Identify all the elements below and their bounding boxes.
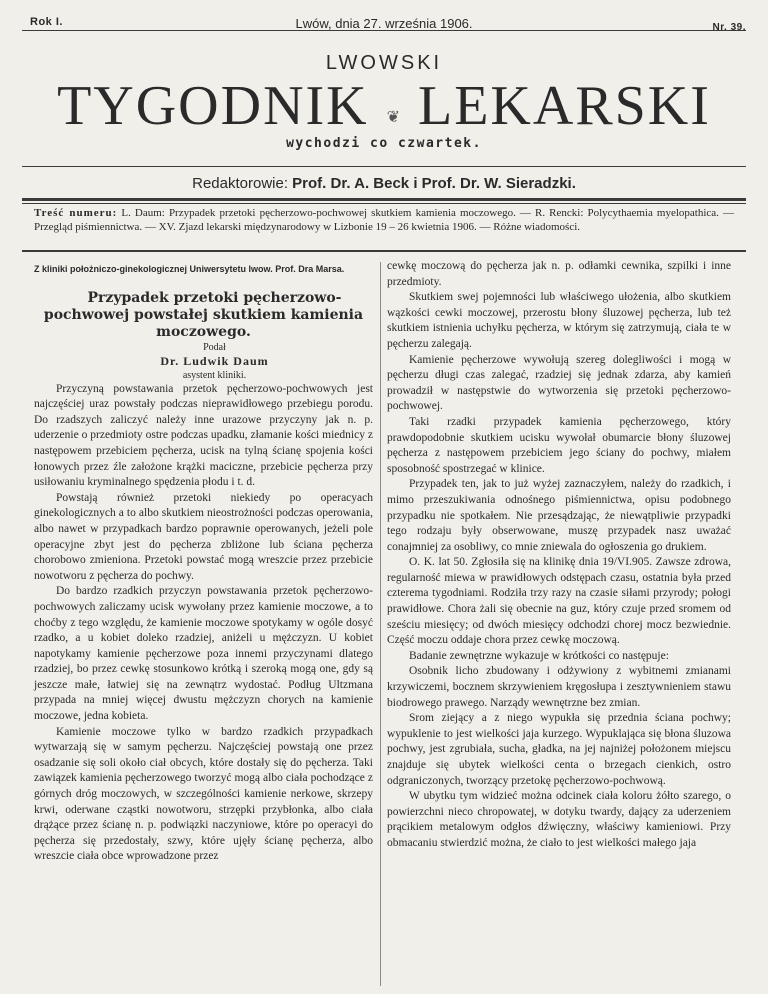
article-author: Dr. Ludwik Daum [160, 353, 269, 368]
right-column [387, 259, 731, 852]
volume-label: Rok I. [30, 16, 63, 28]
article-author-role: asystent kliniki. [182, 369, 247, 381]
masthead-prefix: LWOWSKI [325, 52, 443, 74]
contents-text: L. Daum: Przypadek przetoki pęcherzowo-pochwowej skutkiem kamienia moczowego. — R. Rencki: Polycythaemia myelopathica. — Przegląd piśmiennictwa. — XV. Zjazd lekarski międzynarodowy w Lizbonie 19 – 26 kwietnia 1906. — Różne wiadomości. [34, 207, 735, 233]
contents-rule [22, 250, 746, 252]
contents-label: Treść numeru: [34, 207, 118, 219]
paragraph: Srom ziejący a z niego wypukła się przednia ściana pochwy; wypuklenie to jest wielkości jaja kurzego. Wypuklająca się błona śluzowa pochwy, jest zgrubiała, sucha, gładka, na jej najniżej położonem miejscu znajduje się ubytek wielkości centa o brzegach cienkich, ostro odgraniczonych, tworzący przetokę pęcherzowo-pochwową. [387, 712, 731, 787]
dateline: Lwów, dnia 27. września 1906. [295, 16, 473, 31]
header-rule [22, 30, 746, 31]
paragraph: Osobnik licho zbudowany i odżywiony z wybitnemi zmianami krzywiczemi, bocznem skrzywieniem kręgosłupa i zesztywnieniem stawu biodrowego prawego. Narządy wewnętrzne bez zmian. [387, 665, 731, 709]
paragraph: Do bardzo rzadkich przyczyn powstawania przetok pęcherzowo-pochwowych zaliczamy ucisk wywołany przez kamienie moczowe, a to choćby z tego względu, że kamienie moczowe spotykamy w ogóle dosyć rzadko, a u kobiet doleko rzadziej, aniżeli u mężczyzn. U kobiet napotykamy kamienie pęcherzowe poza innemi przyczynami dlatego rzadziej, bo przez cewkę stosunkowo krótką i szeroką mogą one, gdy są jeszcze małe, łatwiej się na zewnątrz wydostać. Podług Ultzmana przypada na mniej więcej dwustu mężczyzn chorych na kamienie moczowe, jedna kobieta. [34, 585, 373, 723]
paragraph: O. K. lat 50. Zgłosiła się na klinikę dnia 19/VI.905. Zawsze zdrowa, regularność miewa w prawidłowych odstępach czasu, ostatnia była przed czterema tygodniami. Rodziła trzy razy na czasie siłami przyrody; połogi prawidłowe. Chora żali się obecnie na guz, który czuje przed sromem od sześciu miesięcy; od dwóch miesięcy odchodzi chorej mocz bezwiednie. Część moczu oddaje chora przez cewkę moczową. [387, 556, 731, 647]
paragraph: Kamienie moczowe tylko w bardzo rzadkich przypadkach wytwarzają się w samym pęcherzu. Najczęściej powstają one przez osadzanie się soli około ciał obcych, które dostały się do pęcherza. Taki zawiązek kamienia pęcherzowego tworzyć mogą albo ciała pochodzące z górnych dróg moczowych, w szczególności kamienie nerkowe, skrzepy krwi, oderwane cząstki nowotworu, strzępki przybłonka, albo ciała drążące przez ścianę n. p. podwiązki naczyniowe, które po operacyi do pęcherza się przedostały, szwy, które ujęły ścianę pęcherza, albo wreszcie ciała obce wprowadzone przez [34, 725, 373, 863]
paragraph: cewkę moczową do pęcherza jak n. p. odłamki cewnika, szpilki i inne przedmioty. [387, 260, 731, 288]
article-title: Przypadek przetoki pęcherzowo-pochwowej powstałej skutkiem kamienia moczowego. [43, 289, 364, 340]
paragraph: Taki rzadki przypadek kamienia pęcherzowego, który prawdopodobnie skutkiem ucisku wywołał obumarcie błony śluzowej pęcherza z następowem przebiciem jego ściany do pochwy, miałem sposobność spostrzegać w klinice. [387, 415, 731, 475]
table-of-contents [34, 206, 734, 234]
paragraph: Skutkiem swej pojemności lub właściwego ułożenia, albo skutkiem wązkości cewki moczowej, przerostu błony śluzowej pęcherza, lub też skutkiem istnienia uchyłku pęcherza, w którym się zatrzymują, ciała te w pęcherzu zalegają. [387, 291, 731, 350]
left-column [34, 262, 373, 865]
issue-number: Nr. 39. [712, 22, 746, 33]
paragraph: W ubytku tym widzieć można odcinek ciała koloru żółto szarego, o powierzchni nieco chropowatej, w dotyku twardy, dający za uderzeniem prącikiem metalowym odgłos dźwięczny, właściwy kamieniowi. Przy obmacaniu stwierdzić można, że ciało to jest wielkości małego jaja [387, 790, 731, 849]
editors-line [0, 175, 768, 192]
paragraph: Przypadek ten, jak to już wyżej zaznaczyłem, należy do rzadkich, i mimo przeszukiwania odnośnego piśmiennictwa, opisu podobnego przypadku nie spotkałem. Nie przesądzając, że niewątpliwie przypadki tego rodzaju były obserwowane, muszę przypadek nasz uważać conajmniej za osobliwy, co mnie zniewala do ogłoszenia go drukiem. [387, 478, 731, 553]
paragraph: Powstają również przetoki niekiedy po operacyach ginekologicznych a to albo skutkiem nieostrożności podczas operowania, albo nawet w przypadkach bardzo poprawnie operowanych, jeżeli pole operacyjne zbyt jest do pęcherza zbliżone lub ściana pęcherza chorobowo zmieniona. Przetoki powstać mogą wreszcie przez przebicie nowotworu z pęcherza do pochwy. [34, 491, 373, 582]
editors-names: Prof. Dr. A. Beck i Prof. Dr. W. Sieradzki. [292, 175, 576, 192]
editors-label: Redaktorowie: [192, 175, 288, 192]
publication-frequency: wychodzi co czwartek. [286, 136, 482, 151]
editors-rule-thick [22, 198, 746, 201]
masthead-rule [22, 166, 746, 167]
masthead-title-part2: LEKARSKI [418, 75, 711, 137]
paragraph: Przyczyną powstawania przetok pęcherzowo-pochwowych jest najczęściej uraz powstały podczas nieprawidłowego przebiegu porodu. Do rzadszych zaliczyć należy inne urazowe przyczyny jak n. p. uderzenie o przedmioty ostre podczas upadku, złamanie kości miednicy z następowem przebiciem pęcherza, ucisk na tylną ścianę spojenia kości łonowych przez źle założone krążki maciczne, przebicie pęcherza przy usiłowaniu kryminalnego spędzenia płodu i t. d. [34, 382, 373, 489]
article-institute: Z kliniki położniczo-ginekologicznej Uniwersytetu lwow. Prof. Dra Marsa. [34, 264, 345, 274]
paragraph: Kamienie pęcherzowe wywołują szereg dolegliwości i mogą w pęcherzu długi czas zalegać, rzadziej się jednak zdarza, aby kamień prowadził w następstwie do wytworzenia się przetoki pęcherzowo-pochwowej. [387, 353, 731, 413]
masthead-title-part1: TYGODNIK [57, 75, 369, 137]
issue-header [20, 6, 748, 33]
editors-rule-thin [22, 203, 746, 204]
paragraph: Badanie zewnętrzne wykazuje w krótkości co następuje: [409, 649, 669, 662]
column-divider [380, 262, 381, 986]
article-byline: Podał [203, 341, 226, 353]
ornament-icon: ❦ [386, 109, 401, 126]
